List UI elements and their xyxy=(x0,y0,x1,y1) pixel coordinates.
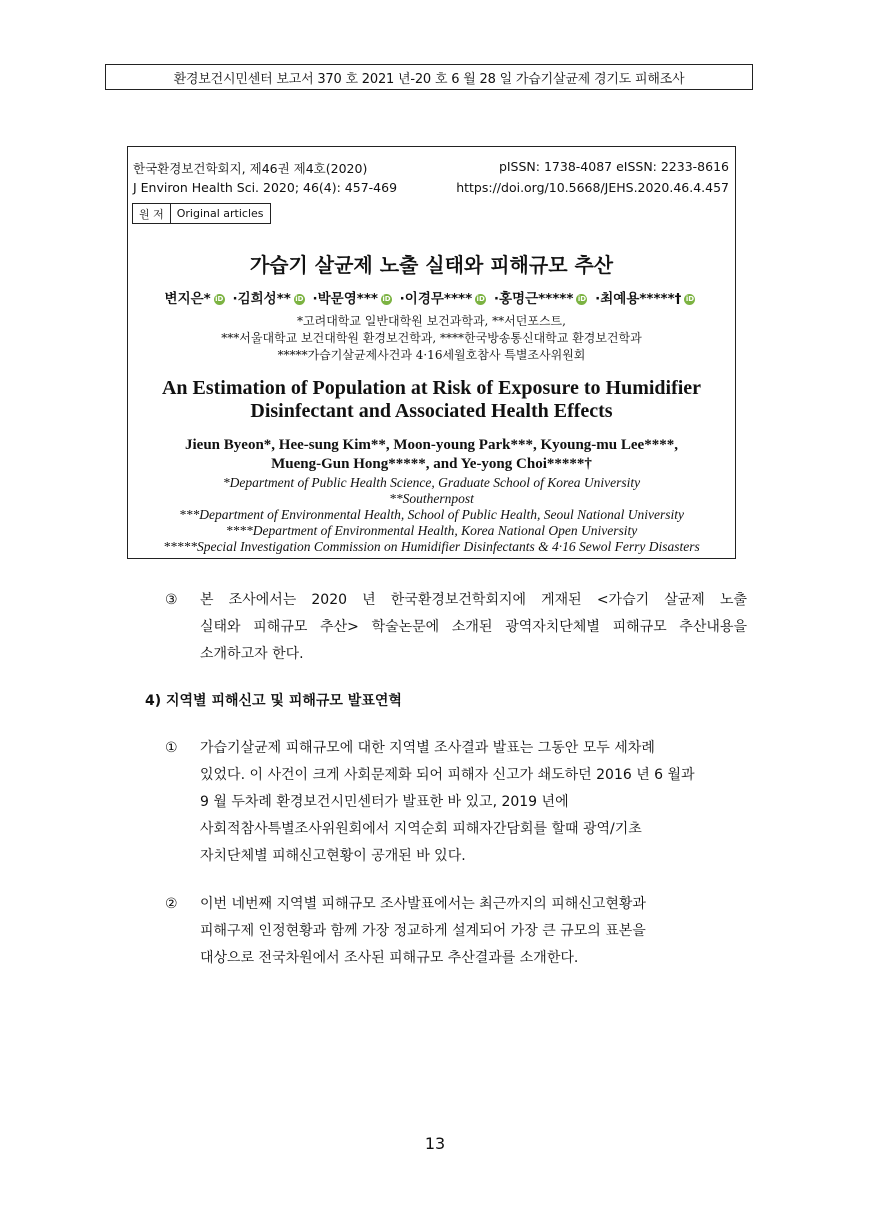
affiliation-ko: ***서울대학교 보건대학원 환경보건학과, ****한국방송통신대학교 환경보건학과 xyxy=(221,331,642,345)
journal-citation-en: J Environ Health Sci. 2020; 46(4): 457-469 xyxy=(133,180,398,195)
journal-doi: https://doi.org/10.5668/JEHS.2020.46.4.457 xyxy=(456,180,729,195)
report-header xyxy=(105,64,753,90)
item-number: ① xyxy=(165,740,178,756)
affiliation-en: ***Department of Environmental Health, School of Public Health, Seoul National University xyxy=(179,507,684,522)
affiliation-ko: *고려대학교 일반대학원 보건과학과, **서던포스트, xyxy=(297,314,566,328)
paper-title-en: Disinfectant and Associated Health Effects xyxy=(250,400,613,422)
paper-authors-en: Jieun Byeon*, Hee-sung Kim**, Moon-young Park***, Kyoung-mu Lee****, xyxy=(185,437,678,453)
affiliation-ko: *****가습기살균제사건과 4·16세월호참사 특별조사위원회 xyxy=(277,348,586,362)
text-line: 소개하고자 한다. xyxy=(200,646,304,662)
orcid-icon: iD xyxy=(215,294,224,303)
author-ko: ·박문영*** xyxy=(312,291,378,307)
author-ko: ·최예용*****† xyxy=(595,291,682,307)
text-line: 가습기살균제 피해규모에 대한 지역별 조사결과 발표는 그동안 모두 세차례 xyxy=(200,740,655,756)
item-1-paragraph xyxy=(200,735,760,870)
paper-authors-en: Mueng-Gun Hong*****, and Ye-yong Choi*****† xyxy=(271,456,592,472)
text-line: 있었다. 이 사건이 크게 사회문제화 되어 피해자 신고가 쇄도하던 2016 년 6 월과 xyxy=(200,767,695,783)
text-line: 실태와 피해규모 추산> 학술논문에 소개된 광역자치단체별 피해규모 추산내용을 xyxy=(200,619,748,635)
journal-name-ko: 한국환경보건학회지, 제46권 제4호(2020) xyxy=(133,161,368,176)
author-ko: ·이경무**** xyxy=(399,291,473,307)
text-line: 피해구제 인정현황과 함께 가장 정교하게 설계되어 가장 큰 규모의 표본을 xyxy=(200,923,646,939)
report-header-text: 환경보건시민센터 보고서 370 호 2021 년-20 호 6 월 28 일 가습기살균제 경기도 피해조사 xyxy=(173,71,685,87)
text-line: 9 월 두차례 환경보건시민센터가 발표한 바 있고, 2019 년에 xyxy=(200,794,569,810)
orcid-icon: iD xyxy=(382,294,391,303)
article-type-en: Original articles xyxy=(170,204,270,223)
author-ko: ·김희성** xyxy=(232,291,291,307)
affiliation-en: ****Department of Environmental Health, Korea National Open University xyxy=(225,523,638,538)
author-ko: 변지은* xyxy=(164,291,211,307)
paper-title-image xyxy=(127,146,736,559)
text-line: 사회적참사특별조사위원회에서 지역순회 피해자간담회를 할때 광역/기초 xyxy=(200,821,642,837)
article-type-ko: 원 저 xyxy=(139,207,164,221)
item-number: ② xyxy=(165,896,178,912)
orcid-icon: iD xyxy=(685,294,695,303)
article-type-box xyxy=(132,203,271,224)
section-heading: 4) 지역별 피해신고 및 피해규모 발표연혁 xyxy=(145,693,402,709)
page-number: 13 xyxy=(424,1134,446,1153)
journal-issn: pISSN: 1738-4087 eISSN: 2233-8616 xyxy=(498,159,729,174)
text-line: 자치단체별 피해신고현황이 공개된 바 있다. xyxy=(200,848,466,864)
affiliation-en: *****Special Investigation Commission on Humidifier Disinfectants & 4·16 Sewol Ferry Disasters xyxy=(163,539,700,554)
orcid-icon: iD xyxy=(295,294,304,303)
paper-title-en: An Estimation of Population at Risk of Exposure to Humidifier xyxy=(161,377,702,399)
author-ko: ·홍명근***** xyxy=(493,291,574,307)
paper-title-ko: 가습기 살균제 노출 실태와 피해규모 추산 xyxy=(249,253,614,277)
orcid-icon: iD xyxy=(577,294,587,303)
text-line: 본 조사에서는 2020 년 한국환경보건학회지에 게재된 <가습기 살균제 노출 xyxy=(200,592,747,608)
item-2-paragraph xyxy=(200,891,760,972)
affiliation-en: *Department of Public Health Science, Graduate School of Korea University xyxy=(222,475,641,490)
orcid-icon: iD xyxy=(476,294,485,303)
item-number: ③ xyxy=(165,592,178,608)
paper-authors-ko xyxy=(128,287,735,307)
text-line: 대상으로 전국차원에서 조사된 피해규모 추산결과를 소개한다. xyxy=(200,950,579,966)
affiliation-en: **Southernpost xyxy=(389,491,474,506)
item-3-paragraph xyxy=(200,587,747,668)
text-line: 이번 네번째 지역별 피해규모 조사발표에서는 최근까지의 피해신고현황과 xyxy=(200,896,646,912)
